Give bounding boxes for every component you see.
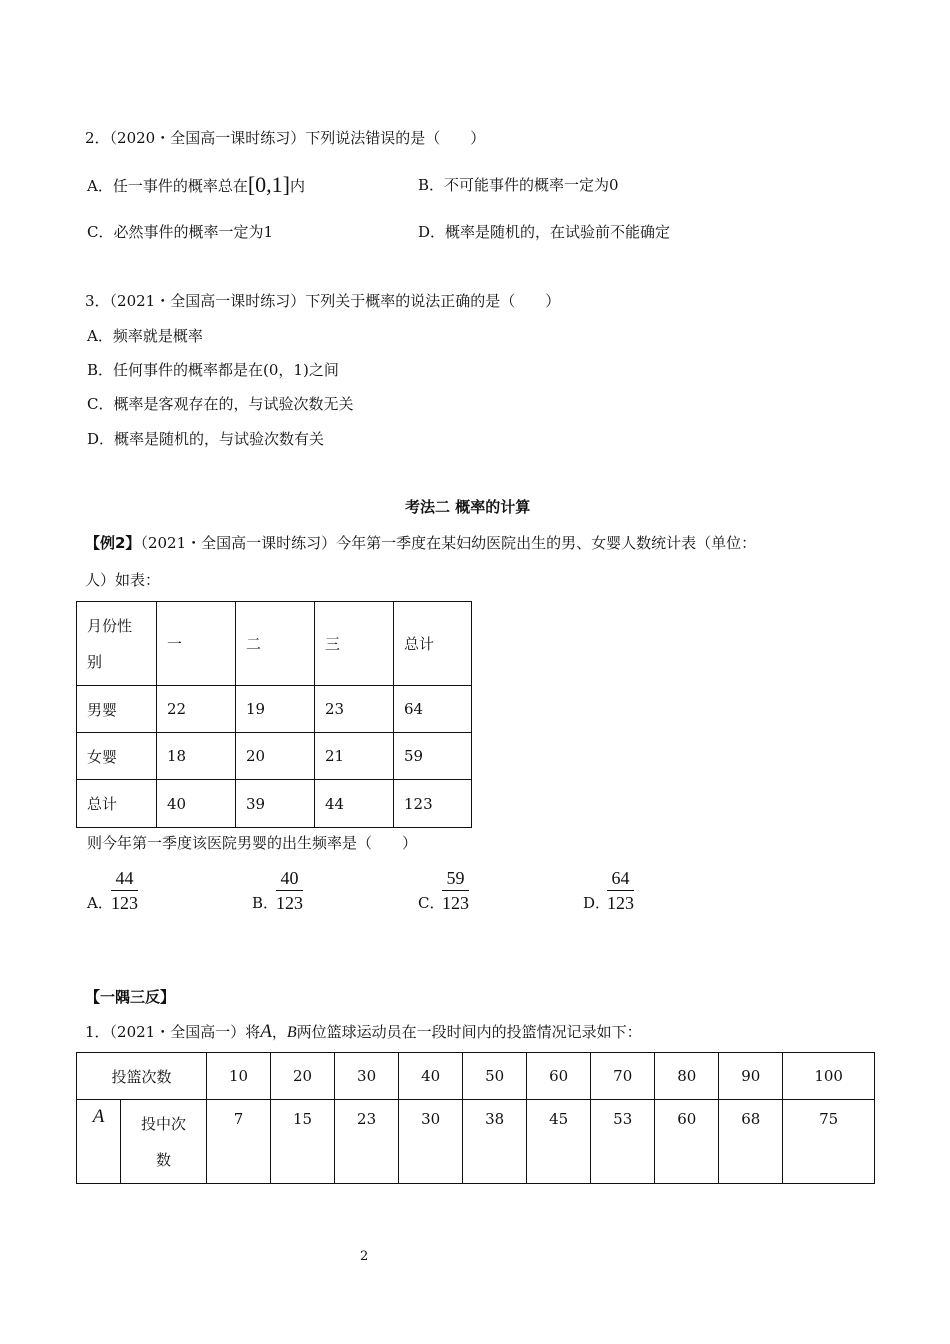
q3-option-c: C．概率是客观存在的，与试验次数无关	[87, 395, 354, 413]
q2-option-a-tail: 内	[290, 177, 306, 195]
example2-text: （2021・全国高一课时练习）今年第一季度在某妇幼医院出生的男、女婴人数统计表（单位：	[140, 534, 757, 552]
example2-line1	[85, 532, 756, 554]
hits-cell: 7	[207, 1100, 271, 1184]
hits-cell: 15	[271, 1100, 335, 1184]
q2-option-a-text: A．任一事件的概率总在	[87, 177, 248, 195]
shots-cell: 100	[783, 1053, 875, 1100]
option-a-letter: A．	[87, 894, 113, 912]
table-cell: 23	[315, 686, 394, 733]
denominator: 123	[111, 893, 138, 913]
denominator: 123	[607, 893, 634, 913]
hits-cell: 45	[527, 1100, 591, 1184]
option-b-fraction	[276, 866, 303, 915]
section-title: 考法二 概率的计算	[405, 498, 531, 516]
q3-option-a: A．频率就是概率	[87, 327, 203, 345]
birth-table-header-row	[77, 602, 472, 686]
option-c-letter: C．	[418, 894, 445, 912]
month-header: 二	[236, 602, 315, 686]
hits-cell: 60	[655, 1100, 719, 1184]
table-cell: 59	[394, 733, 472, 780]
hits-cell: 30	[399, 1100, 463, 1184]
shots-cell: 50	[463, 1053, 527, 1100]
hits-cell: 75	[783, 1100, 875, 1184]
month-header: 三	[315, 602, 394, 686]
option-d-letter: D．	[583, 894, 611, 912]
table-row	[77, 686, 472, 733]
numerator: 59	[442, 866, 469, 891]
player-label: A	[77, 1100, 121, 1184]
hits-row	[77, 1100, 875, 1184]
hits-label-line1: 投中次	[140, 1114, 186, 1133]
corner-line2: 别	[87, 652, 103, 671]
table-row	[77, 780, 472, 828]
table-cell: 20	[236, 733, 315, 780]
numerator: 40	[276, 866, 303, 891]
month-header: 一	[157, 602, 236, 686]
table-cell: 40	[157, 780, 236, 828]
table-cell: 22	[157, 686, 236, 733]
birth-table	[76, 601, 472, 828]
practice-q1-stem	[85, 1021, 642, 1044]
denominator: 123	[442, 893, 469, 913]
q3-option-d: D．概率是随机的，与试验次数有关	[87, 430, 325, 448]
q2-option-a	[87, 174, 305, 197]
shots-cell: 10	[207, 1053, 271, 1100]
example2-line2: 人）如表：	[85, 571, 161, 589]
hits-label	[121, 1100, 207, 1184]
q2-option-d: D．概率是随机的，在试验前不能确定	[418, 223, 671, 241]
denominator: 123	[276, 893, 303, 913]
corner-line1: 月份性	[87, 616, 133, 635]
q2-option-b: B．不可能事件的概率一定为0	[418, 176, 619, 194]
example2-question: 则今年第一季度该医院男婴的出生频率是（ ）	[87, 834, 418, 852]
q2-interval: [0,1]	[247, 172, 290, 197]
practice-heading: 【一隅三反】	[85, 988, 176, 1006]
shots-row	[77, 1053, 875, 1100]
table-cell: 19	[236, 686, 315, 733]
q3-stem: 3．（2021・全国高一课时练习）下列关于概率的说法正确的是（ ）	[85, 292, 561, 310]
option-c-fraction	[442, 866, 469, 915]
shots-cell: 20	[271, 1053, 335, 1100]
birth-table-corner	[77, 602, 157, 686]
option-b-letter: B．	[252, 894, 279, 912]
shots-cell: 30	[335, 1053, 399, 1100]
shots-cell: 90	[719, 1053, 783, 1100]
table-cell: 21	[315, 733, 394, 780]
table-cell: 64	[394, 686, 472, 733]
practice-q1-sep: ，	[271, 1023, 287, 1041]
shots-cell: 60	[527, 1053, 591, 1100]
hits-cell: 53	[591, 1100, 655, 1184]
hits-cell: 38	[463, 1100, 527, 1184]
table-cell: 123	[394, 780, 472, 828]
hits-cell: 23	[335, 1100, 399, 1184]
shots-cell: 70	[591, 1053, 655, 1100]
table-cell: 44	[315, 780, 394, 828]
hits-cell: 68	[719, 1100, 783, 1184]
example2-tag: 【例2】	[85, 534, 141, 552]
q2-stem: 2．（2020・全国高一课时练习）下列说法错误的是（ ）	[85, 129, 486, 147]
practice-q1-post: 两位篮球运动员在一段时间内的投篮情况记录如下：	[296, 1023, 642, 1041]
option-a-fraction	[111, 866, 138, 915]
q3-option-b: B．任何事件的概率都是在(0，1)之间	[87, 361, 339, 379]
q2-option-c: C．必然事件的概率一定为1	[87, 223, 274, 241]
numerator: 44	[111, 866, 138, 891]
player-a-symbol: A	[260, 1021, 272, 1042]
page-number: 2	[360, 1249, 369, 1264]
shots-header: 投篮次数	[77, 1053, 207, 1100]
row-label: 男婴	[77, 686, 157, 733]
player-b-symbol: B	[286, 1024, 297, 1041]
shooting-table	[76, 1052, 875, 1184]
hits-label-line2: 数	[155, 1150, 171, 1169]
table-row	[77, 733, 472, 780]
table-cell: 18	[157, 733, 236, 780]
table-cell: 39	[236, 780, 315, 828]
option-d-fraction	[607, 866, 634, 915]
practice-q1-pre: 1．（2021・全国高一）将	[85, 1023, 261, 1041]
row-label: 女婴	[77, 733, 157, 780]
total-header: 总计	[394, 602, 472, 686]
shots-cell: 40	[399, 1053, 463, 1100]
shots-cell: 80	[655, 1053, 719, 1100]
numerator: 64	[607, 866, 634, 891]
row-label: 总计	[77, 780, 157, 828]
